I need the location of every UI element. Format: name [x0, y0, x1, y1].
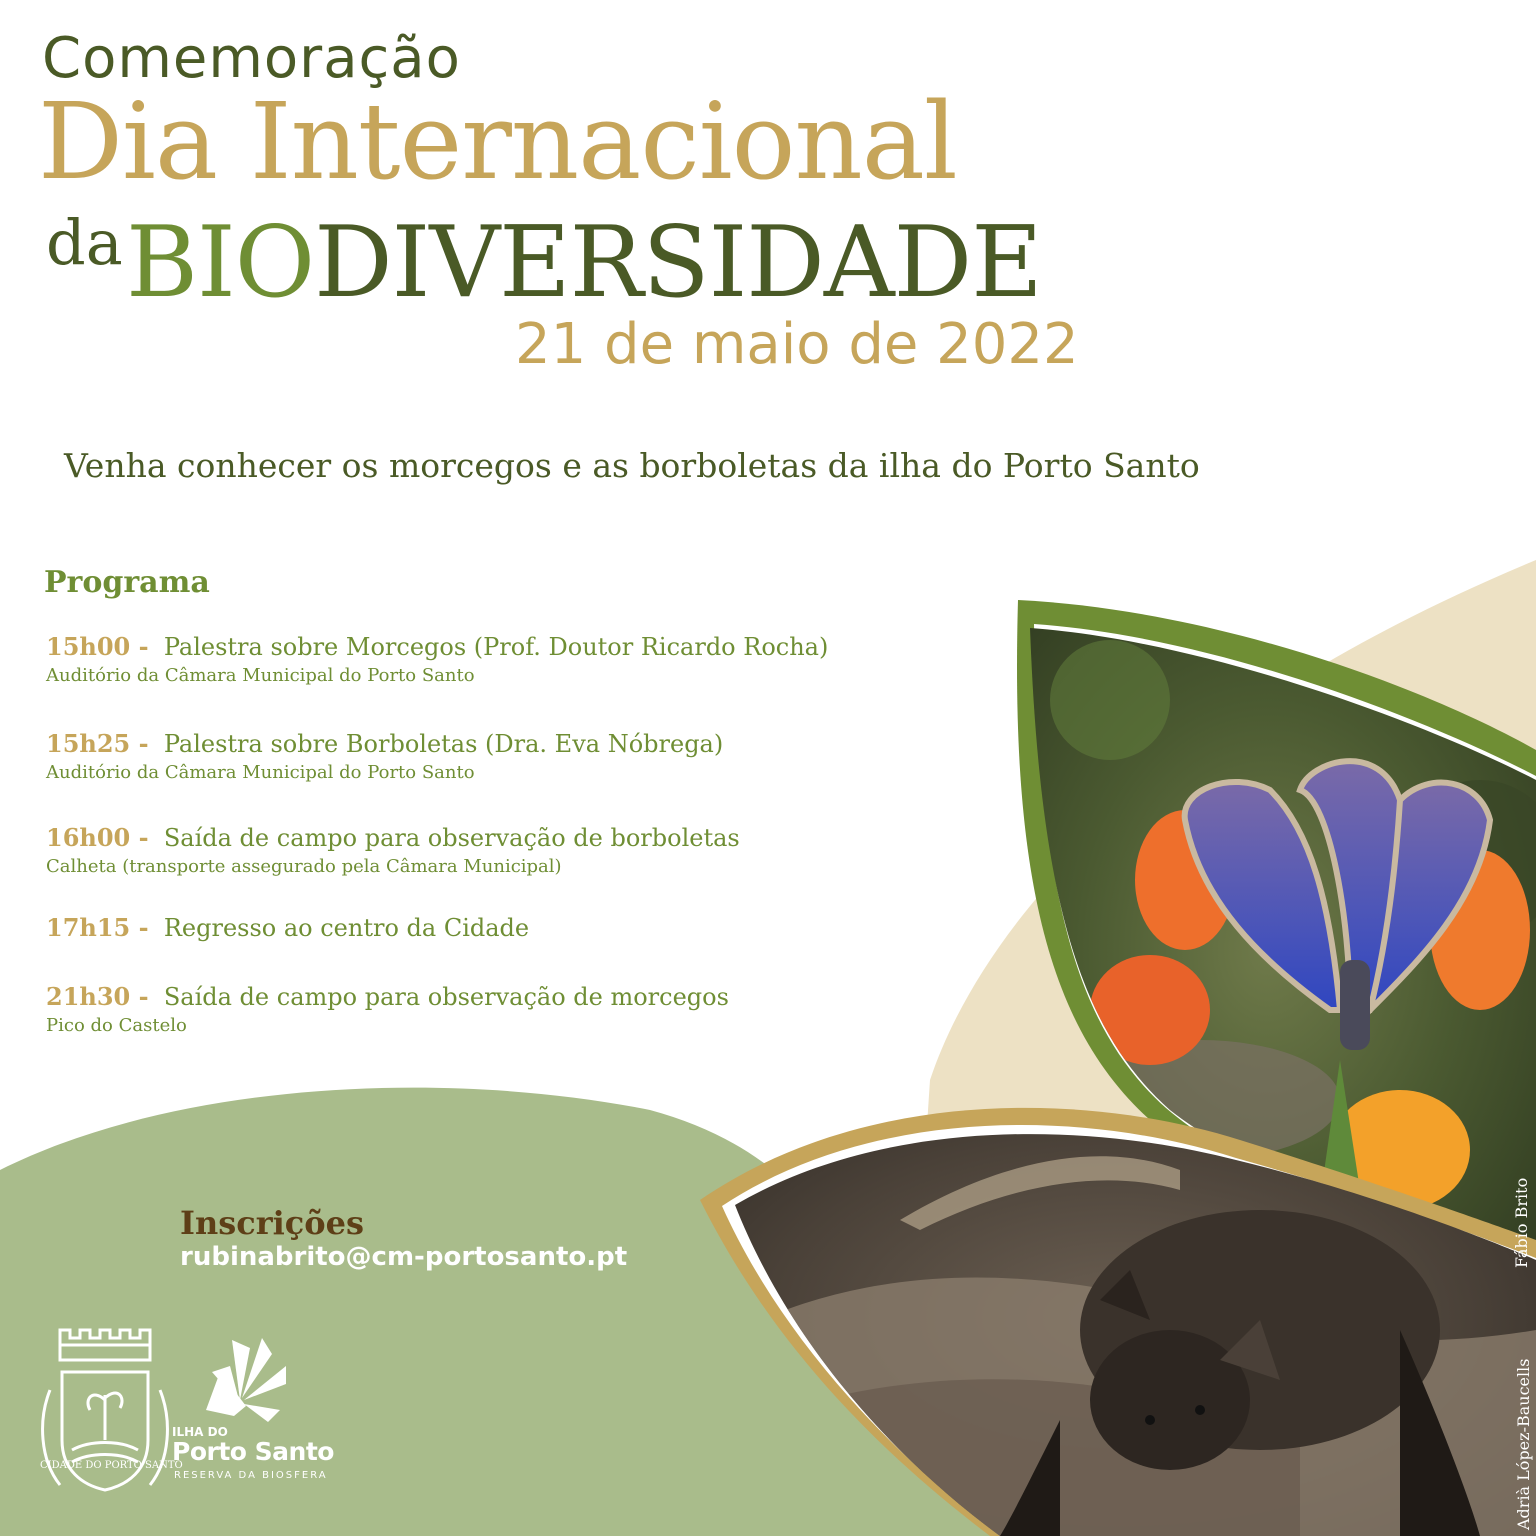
program-activity: Palestra sobre Borboletas (Dra. Eva Nóbrega) [163, 730, 724, 758]
event-date: 21 de maio de 2022 [515, 312, 1079, 377]
program-item [46, 729, 946, 783]
program-activity: Regresso ao centro da Cidade [163, 914, 530, 942]
title-dia-internacional: Dia Internacional [38, 80, 957, 203]
title-diversidade: DIVERSIDADE [314, 206, 1042, 320]
program-time: 15h25 - [46, 729, 149, 758]
logo-reserva-biosfera: RESERVA DA BIOSFERA [174, 1470, 328, 1481]
program-item [46, 823, 946, 877]
program-place: Auditório da Câmara Municipal do Porto Santo [46, 665, 475, 686]
program-place: Pico do Castelo [46, 1015, 187, 1036]
program-item [46, 632, 946, 686]
photo-credit-butterfly: Fábio Brito [1512, 1177, 1531, 1268]
program-item [46, 982, 946, 1036]
logo-ilha-do: ILHA DO [172, 1425, 228, 1439]
registration-title: Inscrições [180, 1204, 364, 1242]
program-item [46, 913, 946, 942]
program-place: Calheta (transporte assegurado pela Câmara Municipal) [46, 856, 562, 877]
title-bio: BIO [126, 206, 315, 320]
program-time: 16h00 - [46, 823, 149, 852]
title-biodiversidade [126, 206, 1042, 320]
crest-caption: CIDADE DO PORTO SANTO [40, 1460, 183, 1471]
registration-email[interactable]: rubinabrito@cm-portosanto.pt [180, 1242, 628, 1272]
program-time: 21h30 - [46, 982, 149, 1011]
program-title: Programa [44, 565, 210, 600]
program-place: Auditório da Câmara Municipal do Porto Santo [46, 762, 475, 783]
program-time: 17h15 - [46, 913, 149, 942]
program-activity: Saída de campo para observação de morcegos [163, 983, 729, 1011]
subtitle: Venha conhecer os morcegos e as borboletas da ilha do Porto Santo [64, 446, 1200, 485]
photo-credit-bat: Adrià López-Baucells [1514, 1358, 1533, 1530]
logo-porto-santo: Porto Santo [172, 1437, 334, 1466]
title-da: da [46, 206, 123, 279]
program-activity: Palestra sobre Morcegos (Prof. Doutor Ricardo Rocha) [163, 633, 829, 661]
program-time: 15h00 - [46, 632, 149, 661]
program-activity: Saída de campo para observação de borboletas [163, 824, 740, 852]
title-comemoracao: Comemoração [42, 26, 461, 91]
